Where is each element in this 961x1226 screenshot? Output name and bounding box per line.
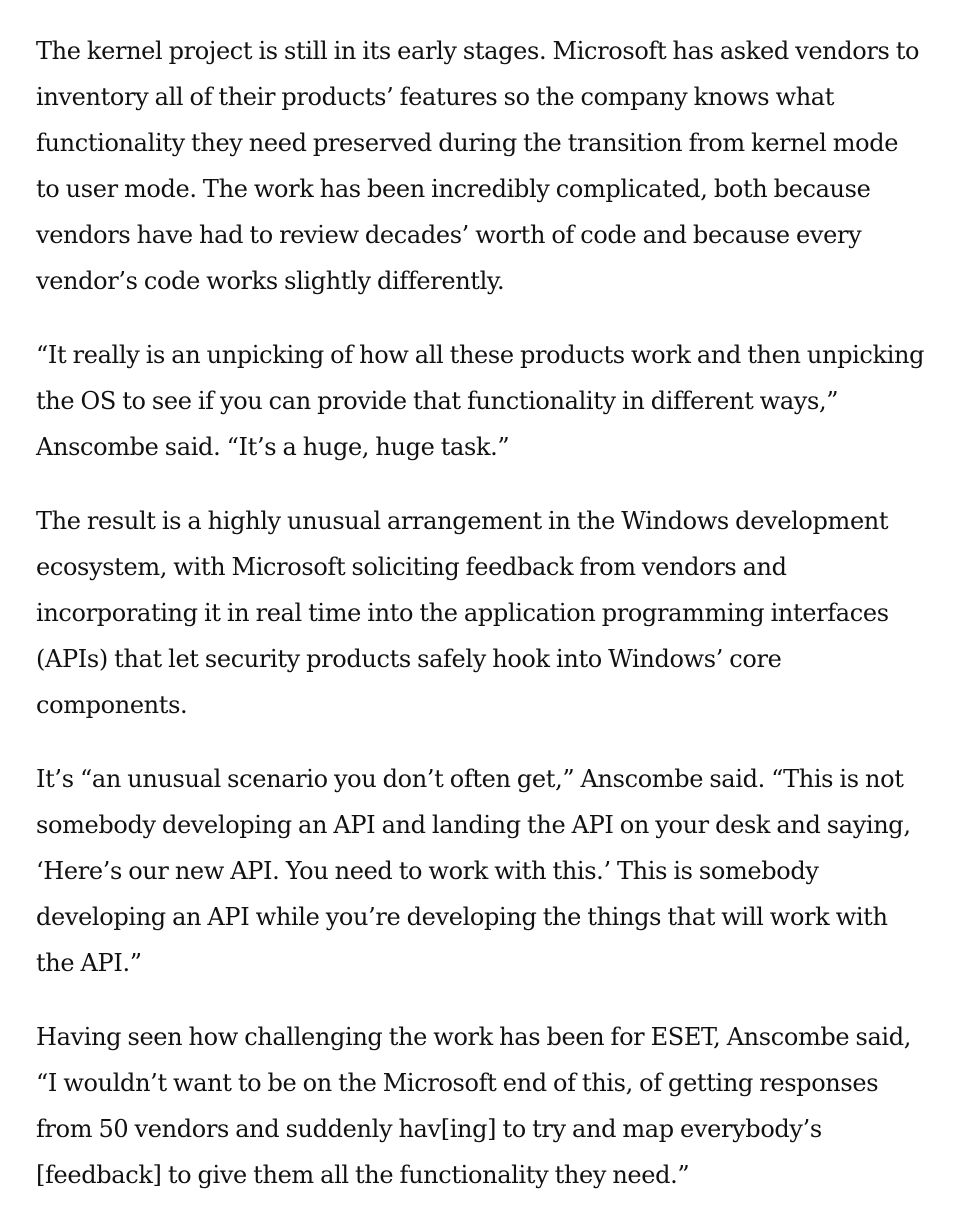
paragraph-microsoft-end-quote: Having seen how challenging the work has been for ESET, Anscombe said, “I wouldn’t want to be on the Microsoft end of this, of getting responses from 50 vendors and suddenly hav[ing] to try and map everybody’s [feedback] to give them all the functionality they need.” — [36, 1023, 912, 1189]
article-body — [36, 28, 926, 1226]
paragraph-unusual-scenario-quote: It’s “an unusual scenario you don’t often get,” Anscombe said. “This is not somebody developing an API and landing the API on your desk and saying, ‘Here’s our new API. You need to work with this.’ This is somebody developing an API while you’re developing the things that will work with the API.” — [36, 765, 911, 977]
paragraph-unpicking-quote: “It really is an unpicking of how all these products work and then unpicking the OS to see if you can provide that functionality in different ways,” Anscombe said. “It’s a huge, huge task.” — [36, 341, 925, 461]
paragraph-unusual-arrangement: The result is a highly unusual arrangement in the Windows development ecosystem, with Microsoft soliciting feedback from vendors and incorporating it in real time into the application programming interfaces (APIs) that let security products safely hook into Windows’ core components. — [36, 507, 889, 719]
paragraph-kernel-project: The kernel project is still in its early stages. Microsoft has asked vendors to inventory all of their products’ features so the company knows what functionality they need preserved during the transition from kernel mode to user mode. The work has been incredibly complicated, both because vendors have had to review decades’ worth of code and because every vendor’s code works slightly differently. — [36, 37, 920, 295]
